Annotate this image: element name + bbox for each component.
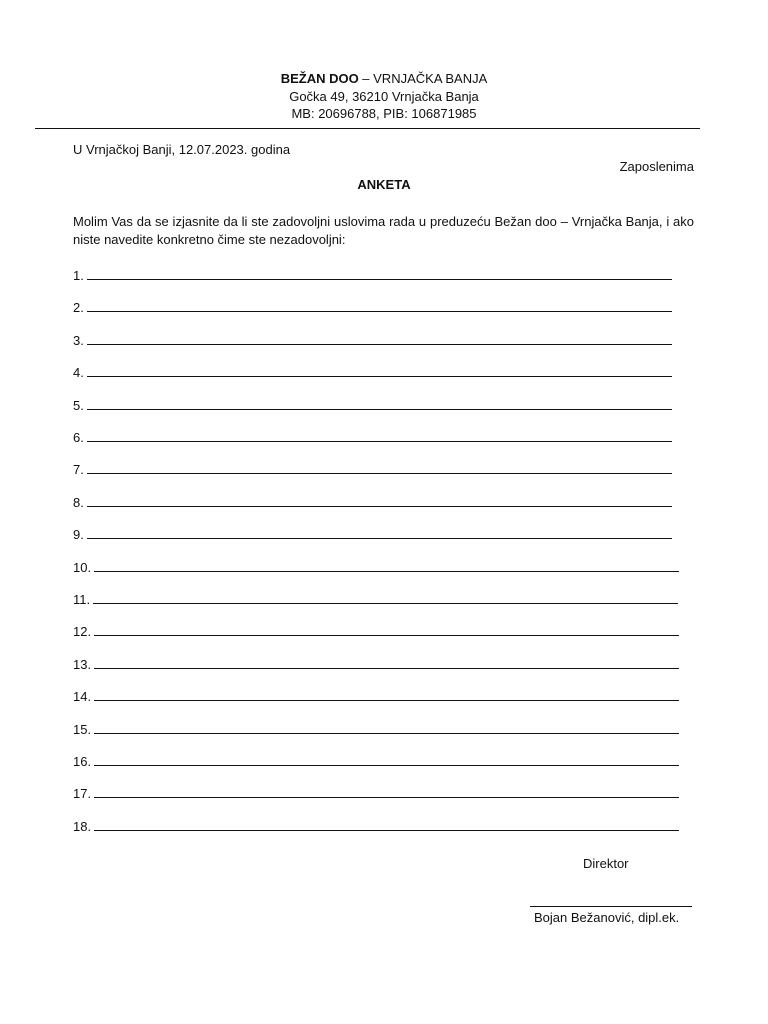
answer-line-number: 9. [73, 527, 84, 543]
answer-blank[interactable] [87, 279, 672, 280]
answer-blank[interactable] [87, 376, 672, 377]
answer-line-number: 15. [73, 721, 92, 737]
answer-line[interactable] [73, 686, 679, 704]
answer-line[interactable] [73, 492, 672, 510]
answer-line-number: 11. [73, 592, 91, 607]
answer-line-number: 1. [73, 268, 84, 283]
answer-line[interactable] [73, 816, 679, 834]
answer-line[interactable] [73, 524, 672, 542]
answer-blank[interactable] [87, 538, 672, 539]
answer-blank[interactable] [87, 441, 672, 442]
answer-line-number: 17. [73, 786, 92, 802]
company-location: – VRNJAČKA BANJA [358, 71, 488, 86]
answer-blank[interactable] [87, 506, 672, 507]
company-line [0, 70, 768, 88]
company-name: BEŽAN DOO [280, 71, 359, 86]
answer-blank[interactable] [94, 765, 679, 766]
answer-blank[interactable] [87, 473, 672, 474]
answer-line-number: 14. [73, 689, 92, 705]
answer-blank[interactable] [87, 409, 672, 410]
recipient: Zaposlenima [619, 159, 694, 174]
answer-line-number: 2. [73, 300, 84, 316]
answer-line[interactable] [73, 427, 672, 445]
answer-blank[interactable] [93, 603, 678, 604]
answer-line[interactable] [73, 395, 672, 413]
answer-line-number: 3. [73, 332, 84, 348]
answer-line-number: 10. [73, 559, 92, 575]
document-title: ANKETA [357, 177, 411, 192]
survey-question: Molim Vas da se izjasnite da li ste zadovoljni uslovima rada u preduzeću Bežan doo – Vrnjačka Banja, i ako niste navedite konkretno čime ste nezadovoljni: [73, 214, 694, 247]
answer-line[interactable] [73, 621, 679, 639]
answer-line-number: 18. [73, 818, 92, 834]
header-divider [35, 128, 700, 129]
answer-line-number: 8. [73, 494, 84, 510]
answer-line[interactable] [73, 719, 679, 737]
answer-line-number: 7. [73, 462, 84, 478]
answer-line-number: 16. [73, 754, 92, 769]
answer-line[interactable] [73, 362, 672, 380]
answer-line-number: 12. [73, 624, 92, 640]
answer-line[interactable] [73, 557, 679, 575]
answer-line[interactable] [73, 751, 679, 769]
answer-line[interactable] [73, 265, 672, 283]
answer-blank[interactable] [94, 668, 679, 669]
answer-line[interactable] [73, 297, 672, 315]
answer-line-number: 5. [73, 397, 84, 413]
signature-line [530, 906, 692, 907]
answer-line[interactable] [73, 589, 678, 607]
letterhead [0, 70, 768, 123]
place-date: U Vrnjačkoj Banji, 12.07.2023. godina [73, 142, 291, 157]
answer-line-number: 13. [73, 656, 92, 672]
answer-blank[interactable] [94, 635, 679, 636]
company-address: Gočka 49, 36210 Vrnjačka Banja [289, 88, 479, 104]
signature-title: Direktor [583, 856, 629, 871]
answer-blank[interactable] [87, 344, 672, 345]
answer-blank[interactable] [94, 700, 679, 701]
answer-line[interactable] [73, 654, 679, 672]
answer-line[interactable] [73, 330, 672, 348]
answer-line[interactable] [73, 783, 679, 801]
signature-name: Bojan Bežanović, dipl.ek. [534, 910, 680, 925]
answer-blank[interactable] [94, 797, 679, 798]
answer-blank[interactable] [94, 571, 679, 572]
answer-blank[interactable] [94, 733, 679, 734]
answer-blank[interactable] [87, 311, 672, 312]
answer-line-number: 4. [73, 365, 84, 381]
answer-line-number: 6. [73, 430, 84, 445]
answer-line[interactable] [73, 459, 672, 477]
answer-blank[interactable] [94, 830, 679, 831]
company-ids: MB: 20696788, PIB: 106871985 [291, 106, 477, 121]
